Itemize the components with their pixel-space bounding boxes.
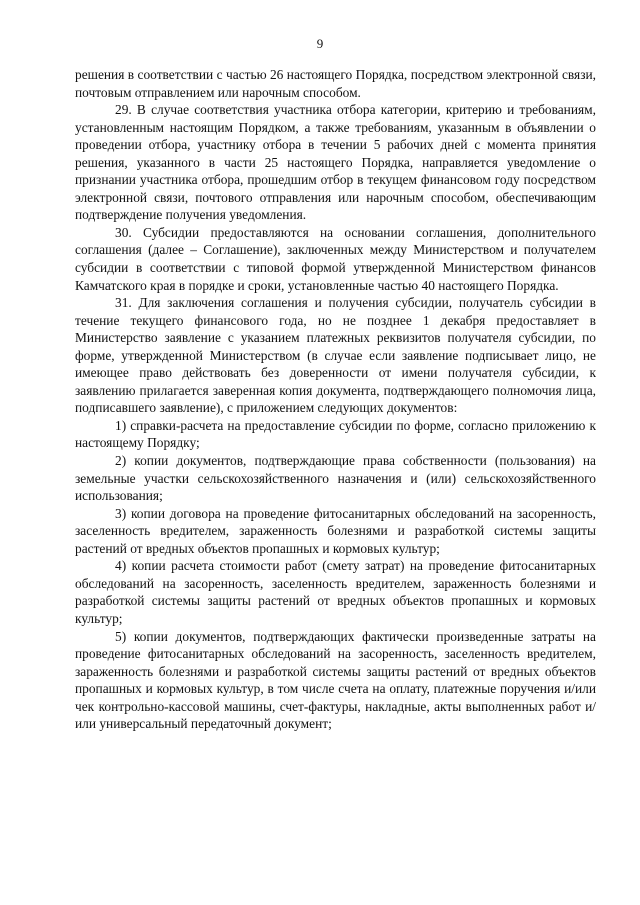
list-item-1: 1) справки-расчета на предоставление субсидии по форме, согласно приложению к настоящему Порядку;: [75, 417, 596, 451]
list-item-4: 4) копии расчета стоимости работ (смету затрат) на проведение фитосанитарных обследований на засоренность, заселенность вредителем, зараженность болезнями и разработкой системы защиты растений от вредных объектов пропашных и кормовых культур;: [75, 558, 596, 626]
list-item-3: 3) копии договора на проведение фитосанитарных обследований на засоренность, заселенность вредителем, зараженность болезнями и разработкой системы защиты растений от вредных объектов пропашных и кормовых культур;: [75, 505, 596, 556]
paragraph-30: 30. Субсидии предоставляются на основании соглашения, дополнительного соглашения (далее – Соглашение), заключенных между Министерством и получателем субсидии в соответствии с типовой формой утвержденной Министерством финансов Камчатского края в порядке и сроки, установленные частью 40 настоящего Порядка.: [75, 224, 596, 293]
paragraph-31: 31. Для заключения соглашения и получения субсидии, получатель субсидии в течение текущего финансового года, но не позднее 1 декабря предоставляет в Министерство заявление с указанием платежных реквизитов получателя субсидии, по форме, утвержденной Министерством (в случае если заявление подписывает лицо, не имеющее право действовать без доверенности от имени получателя субсидии, к заявлению прилагается заверенная копия документа, подтверждающего полномочия лица, подписавшего заявление), с приложением следующих документов:: [75, 295, 596, 416]
list-item-5: 5) копии документов, подтверждающих фактически произведенные затраты на проведение фитосанитарных обследований на засоренность, заселенность вредителем, зараженность болезнями и разработкой системы защиты растений от вредных объектов пропашных и кормовых культур, в том числе счета на оплату, платежные поручения и/или чек контрольно-кассовой машины, счет-фактуры, накладные, акты выполненных работ и/или универсальный передаточный документ;: [75, 628, 596, 732]
document-body: [75, 66, 596, 733]
paragraph-29: 29. В случае соответствия участника отбора категории, критерию и требованиям, установленным настоящим Порядком, а также требованиям, указанным в объявлении о проведении отбора, участнику отбора в течении 5 рабочих дней с момента принятия решения, указанного в части 25 настоящего Порядка, направляется уведомление о признании участника отбора, прошедшим отбор в текущем финансовом году посредством электронной связи, почтового отправления или нарочным способом, обеспечивающим подтверждение получения уведомления.: [75, 102, 596, 223]
paragraph-continuation: решения в соответствии с частью 26 настоящего Порядка, посредством электронной связи, почтовым отправлением или нарочным способом.: [75, 67, 596, 100]
list-item-2: 2) копии документов, подтверждающие права собственности (пользования) на земельные участки сельскохозяйственного назначения и (или) сельскохозяйственного использования;: [75, 453, 596, 504]
page-number: 9: [316, 36, 324, 51]
